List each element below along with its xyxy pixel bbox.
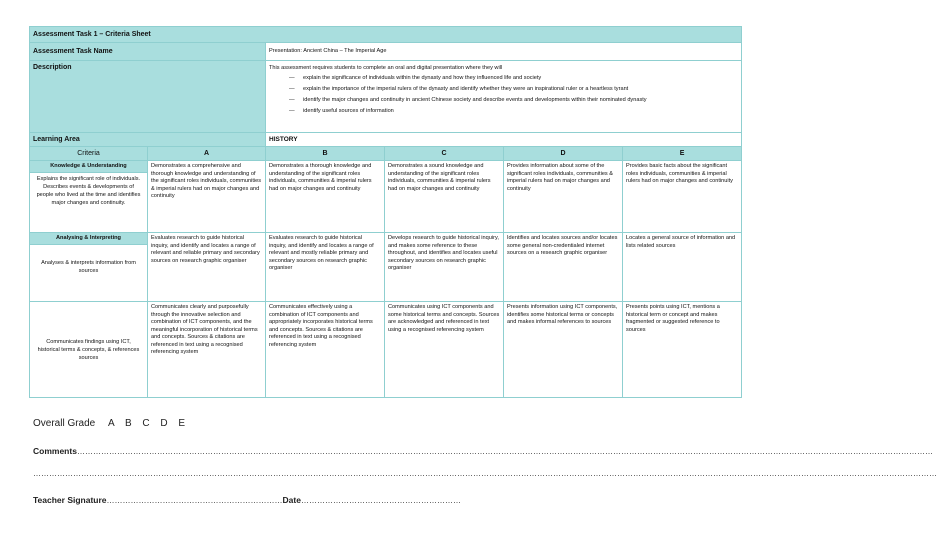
criterion-cell (30, 302, 148, 398)
rubric-cell: Evaluates research to guide historical inquiry, and identify and locates a range of relevant and reliable primary and secondary sources on research graphic organiser (148, 233, 266, 302)
date-label: Date (282, 495, 301, 505)
rubric-cell: Demonstrates a sound knowledge and understanding of the significant roles individuals, communities & imperial rulers had on major changes and continuity (385, 161, 504, 233)
rubric-cell: Demonstrates a thorough knowledge and understanding of the significant roles individuals, communities & imperial rulers had on major changes and continuity (266, 161, 385, 233)
grade-header-c: C (385, 147, 504, 161)
description-bullet: — explain the importance of the imperial rulers of the dynasty and identify whether they were an inspirational ruler or a heartless tyrant (293, 84, 738, 95)
grade-option-a[interactable]: A (108, 418, 115, 429)
rubric-cell: Presents information using ICT components, identifies some historical terms or concepts and makes informal references to sources (504, 302, 623, 398)
rubric-cell: Demonstrates a comprehensive and thorough knowledge and understanding of the significant roles individuals, communities & imperial rulers had on major changes and continuity (148, 161, 266, 233)
grade-option-e[interactable]: E (178, 418, 186, 429)
description-bullet: — identify the major changes and continuity in ancient Chinese society and describe events and developments within their nominated dynasty (293, 95, 738, 106)
rubric-cell: Communicates using ICT components and some historical terms and concepts. Sources are acknowledged and referenced in text using a recognised referencing system (385, 302, 504, 398)
grade-option-c[interactable]: C (142, 418, 150, 429)
criterion-cell (30, 233, 148, 302)
description-bullets (269, 73, 738, 117)
description-body (266, 61, 742, 133)
comments-line[interactable]: Comments…………………………………………………………………………………………………………………………………………………………………………………………………………………………………………………………………………………………… (33, 446, 933, 456)
task-name-value: Presentation: Ancient China – The Imperial Age (266, 43, 742, 61)
grade-option-d[interactable]: D (160, 418, 168, 429)
description-bullet: — identify useful sources of information (293, 106, 738, 117)
date-field[interactable]: …………………………………………………… (300, 496, 461, 505)
rubric-cell: Evaluates research to guide historical inquiry, and identify and locates a range of relevant and mostly reliable primary and secondary sources on research graphic organiser (266, 233, 385, 302)
task-name-label: Assessment Task Name (30, 43, 266, 61)
criterion-category: Analysing & Interpreting (30, 233, 147, 245)
criterion-description: Explains the significant role of individuals. Describes events & developments of people who lived at the time and identifies major changes and continuity. (36, 176, 141, 206)
criterion-description: Analyses & interprets information from sources (41, 260, 136, 274)
rubric-cell: Presents points using ICT, mentions a historical term or concept and makes fragmented or suggested reference to sources (623, 302, 742, 398)
rubric-cell: Provides information about some of the significant roles individuals, communities & imperial rulers had on major changes and continuity (504, 161, 623, 233)
criterion-description: Communicates findings using ICT, historical terms & concepts, & references sources (37, 338, 140, 361)
learning-area-value: HISTORY (266, 133, 742, 147)
grade-header-a: A (148, 147, 266, 161)
rubric-cell: Identifies and locates sources and/or locates some general non-credentialed internet sources on a research graphic organiser (504, 233, 623, 302)
grade-option-b[interactable]: B (124, 418, 132, 429)
rubric-cell: Locates a general source of information and lists related sources (623, 233, 742, 302)
rubric-cell: Provides basic facts about the significant roles individuals, communities & imperial rulers had on major changes and continuity (623, 161, 742, 233)
description-bullet: — explain the significance of individuals within the dynasty and how they influenced life and society (293, 73, 738, 84)
sheet-title: Assessment Task 1 – Criteria Sheet (30, 27, 742, 43)
teacher-signature-label: Teacher Signature (33, 495, 107, 505)
rubric-row (30, 161, 742, 233)
overall-grade-label: Overall Grade (33, 418, 96, 429)
signature-line (33, 495, 461, 506)
criterion-category: Knowledge & Understanding (30, 161, 147, 173)
criterion-cell (30, 161, 148, 233)
criteria-table (29, 26, 742, 398)
overall-grade (33, 418, 185, 429)
grade-header-d: D (504, 147, 623, 161)
grade-header-e: E (623, 147, 742, 161)
criteria-header: Criteria (30, 147, 148, 161)
description-label: Description (30, 61, 266, 133)
rubric-cell: Communicates clearly and purposefully through the innovative selection and combination of ICT components, and the meaningful incorporation of historical terms and concepts. Sources & citations are referenced in text using a recognised referencing system (148, 302, 266, 398)
learning-area-label: Learning Area (30, 133, 266, 147)
rubric-row (30, 302, 742, 398)
criteria-sheet (29, 26, 741, 398)
description-intro: This assessment requires students to complete an oral and digital presentation where they will (269, 65, 503, 71)
rubric-cell: Develops research to guide historical inquiry, and makes some reference to these throughout, and identifies and locates useful secondary sources on research graphic organiser (385, 233, 504, 302)
rubric-cell: Communicates effectively using a combination of ICT components and appropriately incorporates historical terms and concepts. Sources & citations are referenced in text using a recognised referencing system (266, 302, 385, 398)
comments-label: Comments (33, 446, 77, 456)
rubric-row (30, 233, 742, 302)
comments-continuation-line[interactable]: …………………………………………………………………………………………………………………………………………………………………………………………………………………………………………………………………………………………………………… (33, 469, 937, 478)
grade-header-b: B (266, 147, 385, 161)
signature-field[interactable]: ………………………………………………………… (106, 496, 283, 505)
